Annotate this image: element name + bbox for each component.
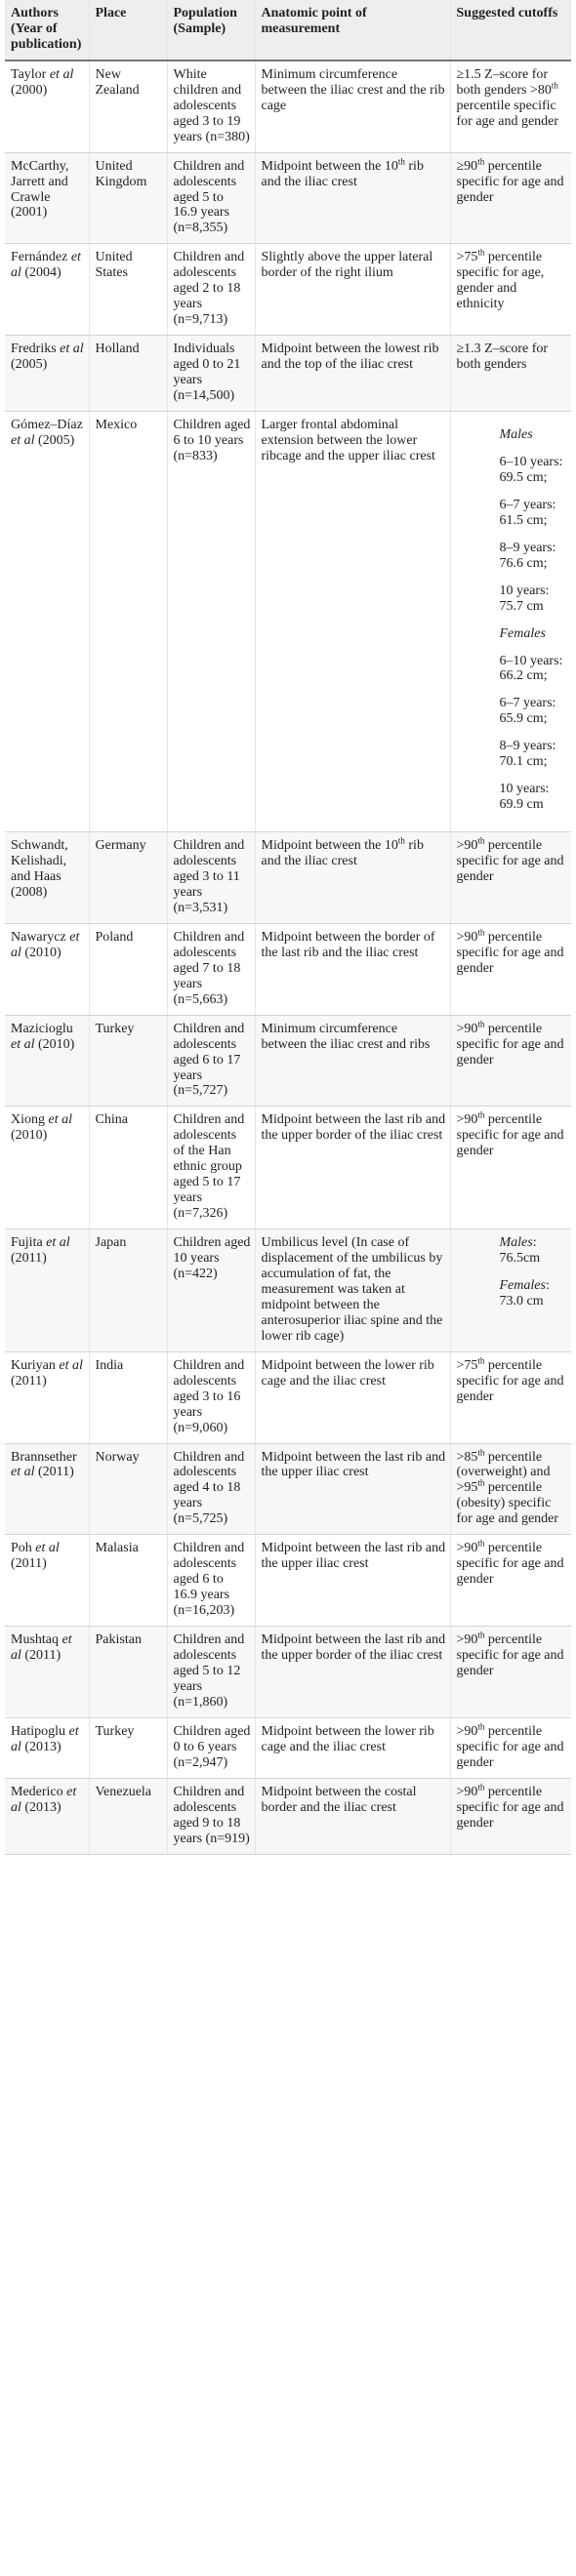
place-text: Venezuela bbox=[95, 1784, 152, 1799]
cutoff-cell bbox=[450, 1717, 571, 1778]
place-cell bbox=[89, 1351, 167, 1443]
cutoff-text: >90th percentile specific for age and gender bbox=[456, 1630, 564, 1678]
measurement-cell bbox=[255, 1443, 450, 1535]
measurement-cell bbox=[255, 60, 450, 152]
author-text: Taylor et al (2000) bbox=[11, 66, 74, 98]
measurement-cell bbox=[255, 411, 450, 831]
cutoff-sex-value: Males: 76.5cm bbox=[499, 1235, 541, 1267]
place-cell bbox=[89, 1229, 167, 1352]
cutoff-cell bbox=[450, 1229, 571, 1352]
measurement-cell bbox=[255, 1778, 450, 1854]
measurement-text: Minimum circumference between the iliac crest and the rib cage bbox=[261, 66, 445, 113]
cutoff-text: >75th percentile specific for age, gender and ethnicity bbox=[456, 247, 545, 312]
table-row bbox=[5, 1717, 571, 1778]
author-cell bbox=[5, 923, 89, 1015]
author-text: Xiong et al (2010) bbox=[11, 1112, 72, 1144]
table-row bbox=[5, 1351, 571, 1443]
author-text: Mushtaq et al (2011) bbox=[11, 1632, 72, 1664]
table-row bbox=[5, 1443, 571, 1535]
cutoff-by-sex bbox=[457, 1235, 568, 1309]
population-text: Children and adolescents aged 7 to 18 years (n=5,663) bbox=[173, 929, 245, 1007]
population-cell bbox=[167, 1627, 255, 1718]
measurement-text: Midpoint between the costal border and the iliac crest bbox=[261, 1784, 417, 1815]
population-text: Children and adolescents aged 9 to 18 years (n=919) bbox=[173, 1784, 250, 1846]
place-cell bbox=[89, 411, 167, 831]
population-text: Children and adolescents aged 3 to 11 years (n=3,531) bbox=[173, 838, 245, 915]
table-row bbox=[5, 1627, 571, 1718]
place-text: Malasia bbox=[95, 1541, 139, 1556]
document-page bbox=[5, 0, 571, 1855]
author-cell bbox=[5, 244, 89, 336]
author-cell bbox=[5, 1778, 89, 1854]
measurement-text: Midpoint between the last rib and the upper iliac crest bbox=[261, 1449, 446, 1480]
measurement-cell bbox=[255, 832, 450, 924]
population-text: Children and adolescents of the Han ethnic group aged 5 to 17 years (n=7,326) bbox=[173, 1112, 245, 1222]
author-cell bbox=[5, 1717, 89, 1778]
measurement-cell bbox=[255, 923, 450, 1015]
place-cell bbox=[89, 60, 167, 152]
measurement-cell bbox=[255, 1627, 450, 1718]
cutoff-age-value: 6–10 years: 66.2 cm; bbox=[499, 653, 563, 684]
author-text: Brannsether et al (2011) bbox=[11, 1449, 77, 1480]
place-text: China bbox=[95, 1112, 128, 1128]
population-text: Children aged 10 years (n=422) bbox=[173, 1235, 251, 1281]
population-text: Children and adolescents aged 5 to 16.9 years (n=8,355) bbox=[173, 158, 245, 236]
population-cell bbox=[167, 1778, 255, 1854]
author-cell bbox=[5, 832, 89, 924]
cutoff-text: >90th percentile specific for age and gender bbox=[456, 1721, 564, 1770]
table-row bbox=[5, 60, 571, 152]
place-cell bbox=[89, 832, 167, 924]
author-text: Gómez–Díaz et al (2005) bbox=[11, 417, 83, 448]
cutoff-cell bbox=[450, 1351, 571, 1443]
author-cell bbox=[5, 152, 89, 244]
measurement-text: Midpoint between the 10th rib and the iliac crest bbox=[261, 155, 424, 189]
cutoff-text: >90th percentile specific for age and gender bbox=[456, 1782, 564, 1831]
author-text: Kuriyan et al (2011) bbox=[11, 1357, 83, 1389]
measurement-text: Umbilicus level (In case of displacement of the umbilicus by accumulation of fat, the measurement was taken at midpoint between the anterosuperior iliac spine and the lower rib cage) bbox=[261, 1235, 443, 1344]
place-cell bbox=[89, 1535, 167, 1627]
population-text: White children and adolescents aged 3 to 19 years (n=380) bbox=[173, 66, 250, 144]
place-text: Holland bbox=[95, 342, 140, 357]
measurement-text: Midpoint between the lowest rib and the top of the iliac crest bbox=[261, 342, 439, 373]
place-text: Germany bbox=[95, 838, 146, 854]
cutoff-sex-value: Females: 73.0 cm bbox=[499, 1278, 550, 1308]
cutoff-age-value: 6–7 years: 61.5 cm; bbox=[499, 497, 556, 528]
population-cell bbox=[167, 60, 255, 152]
cutoff-age-value: 6–10 years: 69.5 cm; bbox=[499, 454, 563, 485]
header-row bbox=[5, 0, 571, 60]
author-cell bbox=[5, 1627, 89, 1718]
author-cell bbox=[5, 1015, 89, 1107]
population-text: Children and adolescents aged 6 to 16.9 years (n=16,203) bbox=[173, 1541, 245, 1619]
table-row bbox=[5, 1535, 571, 1627]
population-text: Children aged 0 to 6 years (n=2,947) bbox=[173, 1723, 251, 1770]
population-cell bbox=[167, 244, 255, 336]
author-text: Mazicioglu et al (2010) bbox=[11, 1021, 75, 1052]
place-text: Turkey bbox=[95, 1021, 135, 1036]
population-cell bbox=[167, 1351, 255, 1443]
author-text: Fujita et al (2011) bbox=[11, 1235, 70, 1267]
cutoff-by-sex bbox=[457, 427, 568, 813]
table-row bbox=[5, 1107, 571, 1229]
table-body bbox=[5, 60, 571, 1854]
place-cell bbox=[89, 152, 167, 244]
population-cell bbox=[167, 923, 255, 1015]
measurement-cell bbox=[255, 1229, 450, 1352]
population-text: Children and adolescents aged 3 to 16 years (n=9,060) bbox=[173, 1357, 245, 1435]
author-cell bbox=[5, 1443, 89, 1535]
cutoff-cell bbox=[450, 336, 571, 412]
measurement-text: Midpoint between the lower rib cage and the iliac crest bbox=[261, 1357, 434, 1389]
place-text: Turkey bbox=[95, 1723, 135, 1739]
cutoff-cell bbox=[450, 923, 571, 1015]
table-row bbox=[5, 832, 571, 924]
place-text: United Kingdom bbox=[95, 158, 147, 189]
cutoff-text: >75th percentile specific for age and gender bbox=[456, 1355, 564, 1404]
author-text: Fredriks et al (2005) bbox=[11, 342, 84, 373]
measurement-text: Slightly above the upper lateral border of the right ilium bbox=[261, 250, 433, 281]
measurement-cell bbox=[255, 1535, 450, 1627]
measurement-text: Midpoint between the lower rib cage and the iliac crest bbox=[261, 1723, 434, 1754]
measurement-cell bbox=[255, 1351, 450, 1443]
cutoff-text: >90th percentile specific for age and gender bbox=[456, 1538, 564, 1588]
cutoff-cell bbox=[450, 1778, 571, 1854]
cutoff-cell bbox=[450, 60, 571, 152]
measurement-text: Midpoint between the last rib and the upper border of the iliac crest bbox=[261, 1112, 446, 1144]
population-text: Children and adolescents aged 5 to 12 years (n=1,860) bbox=[173, 1632, 245, 1710]
population-cell bbox=[167, 1107, 255, 1229]
place-cell bbox=[89, 1778, 167, 1854]
place-cell bbox=[89, 244, 167, 336]
cutoff-text: >85th percentile (overweight) and >95th percentile (obesity) specific for age and gender bbox=[456, 1446, 559, 1527]
cutoff-cell bbox=[450, 244, 571, 336]
cutoff-age-value: 8–9 years: 76.6 cm; bbox=[499, 540, 556, 571]
table-row bbox=[5, 244, 571, 336]
place-text: Norway bbox=[95, 1449, 140, 1465]
measurement-text: Minimum circumference between the iliac crest and ribs bbox=[261, 1021, 431, 1052]
measurement-text: Midpoint between the 10th rib and the iliac crest bbox=[261, 835, 424, 869]
population-cell bbox=[167, 1535, 255, 1627]
measurement-cell bbox=[255, 1107, 450, 1229]
cutoff-age-value: 8–9 years: 70.1 cm; bbox=[499, 739, 556, 770]
table-row bbox=[5, 1015, 571, 1107]
author-cell bbox=[5, 60, 89, 152]
place-text: New Zealand bbox=[95, 66, 140, 98]
author-text: McCarthy, Jarrett and Crawle (2001) bbox=[11, 158, 69, 221]
place-cell bbox=[89, 1107, 167, 1229]
place-cell bbox=[89, 336, 167, 412]
population-cell bbox=[167, 1443, 255, 1535]
cutoff-text: ≥1.5 Z–score for both genders >80th percentile specific for age and gender bbox=[456, 66, 559, 129]
header-cutoffs: Suggested cutoffs bbox=[450, 0, 571, 60]
header-measurement: Anatomic point of measurement bbox=[255, 0, 450, 60]
place-text: Japan bbox=[95, 1235, 127, 1251]
cutoff-text: >90th percentile specific for age and gender bbox=[456, 1019, 564, 1067]
cutoff-age-value: 6–7 years: 65.9 cm; bbox=[499, 696, 556, 727]
author-text: Schwandt, Kelishadi, and Haas (2008) bbox=[11, 838, 68, 900]
measurement-cell bbox=[255, 244, 450, 336]
place-text: Pakistan bbox=[95, 1632, 142, 1648]
measurement-text: Larger frontal abdominal extension between the lower ribcage and the upper iliac crest bbox=[261, 417, 435, 463]
population-text: Children and adolescents aged 4 to 18 years (n=5,725) bbox=[173, 1449, 245, 1527]
population-text: Children and adolescents aged 2 to 18 years (n=9,713) bbox=[173, 250, 245, 328]
place-cell bbox=[89, 1627, 167, 1718]
measurement-cell bbox=[255, 336, 450, 412]
cutoff-text: >90th percentile specific for age and gender bbox=[456, 1109, 564, 1159]
author-cell bbox=[5, 1535, 89, 1627]
author-text: Nawarycz et al (2010) bbox=[11, 929, 80, 960]
measurement-cell bbox=[255, 1717, 450, 1778]
cutoff-cell bbox=[450, 1535, 571, 1627]
place-text: Mexico bbox=[95, 417, 138, 432]
table-row bbox=[5, 336, 571, 412]
place-text: Poland bbox=[95, 929, 134, 945]
population-cell bbox=[167, 1717, 255, 1778]
measurement-cell bbox=[255, 1015, 450, 1107]
cutoff-cell bbox=[450, 411, 571, 831]
cutoff-text: ≥90th percentile specific for age and gender bbox=[456, 155, 564, 205]
place-cell bbox=[89, 1443, 167, 1535]
header-population: Population (Sample) bbox=[167, 0, 255, 60]
author-cell bbox=[5, 411, 89, 831]
waist-circumference-cutoffs-table bbox=[5, 0, 571, 1855]
table-row bbox=[5, 1229, 571, 1352]
header-place: Place bbox=[89, 0, 167, 60]
population-cell bbox=[167, 1015, 255, 1107]
author-text: Fernández et al (2004) bbox=[11, 250, 81, 281]
author-text: Mederico et al (2013) bbox=[11, 1784, 77, 1815]
population-text: Children and adolescents aged 6 to 17 years (n=5,727) bbox=[173, 1021, 245, 1099]
cutoff-cell bbox=[450, 1015, 571, 1107]
table-row bbox=[5, 411, 571, 831]
population-cell bbox=[167, 336, 255, 412]
population-cell bbox=[167, 411, 255, 831]
measurement-cell bbox=[255, 152, 450, 244]
measurement-text: Midpoint between the last rib and the upper border of the iliac crest bbox=[261, 1632, 446, 1664]
population-cell bbox=[167, 152, 255, 244]
author-cell bbox=[5, 1107, 89, 1229]
table-row bbox=[5, 152, 571, 244]
cutoff-cell bbox=[450, 832, 571, 924]
measurement-text: Midpoint between the last rib and the upper iliac crest bbox=[261, 1541, 446, 1572]
table-row bbox=[5, 1778, 571, 1854]
cutoff-cell bbox=[450, 1627, 571, 1718]
place-cell bbox=[89, 923, 167, 1015]
author-text: Hatipoglu et al (2013) bbox=[11, 1723, 79, 1754]
place-text: India bbox=[95, 1357, 124, 1373]
place-text: United States bbox=[95, 250, 133, 281]
place-cell bbox=[89, 1015, 167, 1107]
cutoff-text: >90th percentile specific for age and gender bbox=[456, 835, 564, 885]
cutoff-text: ≥1.3 Z–score for both genders bbox=[456, 342, 549, 373]
population-cell bbox=[167, 1229, 255, 1352]
cutoff-text: >90th percentile specific for age and gender bbox=[456, 927, 564, 976]
author-cell bbox=[5, 1351, 89, 1443]
table-row bbox=[5, 923, 571, 1015]
population-cell bbox=[167, 832, 255, 924]
population-text: Individuals aged 0 to 21 years (n=14,500) bbox=[173, 342, 241, 404]
cutoff-sex-heading: Females bbox=[499, 625, 546, 641]
population-text: Children aged 6 to 10 years (n=833) bbox=[173, 417, 251, 463]
cutoff-age-value: 10 years: 75.7 cm bbox=[499, 583, 550, 614]
table-header bbox=[5, 0, 571, 60]
cutoff-cell bbox=[450, 1443, 571, 1535]
header-authors: Authors (Year of publication) bbox=[5, 0, 89, 60]
place-cell bbox=[89, 1717, 167, 1778]
cutoff-cell bbox=[450, 152, 571, 244]
author-cell bbox=[5, 1229, 89, 1352]
cutoff-cell bbox=[450, 1107, 571, 1229]
cutoff-sex-heading: Males bbox=[499, 426, 533, 442]
author-text: Poh et al (2011) bbox=[11, 1541, 60, 1572]
measurement-text: Midpoint between the border of the last rib and the iliac crest bbox=[261, 929, 435, 960]
cutoff-age-value: 10 years: 69.9 cm bbox=[499, 782, 550, 813]
author-cell bbox=[5, 336, 89, 412]
